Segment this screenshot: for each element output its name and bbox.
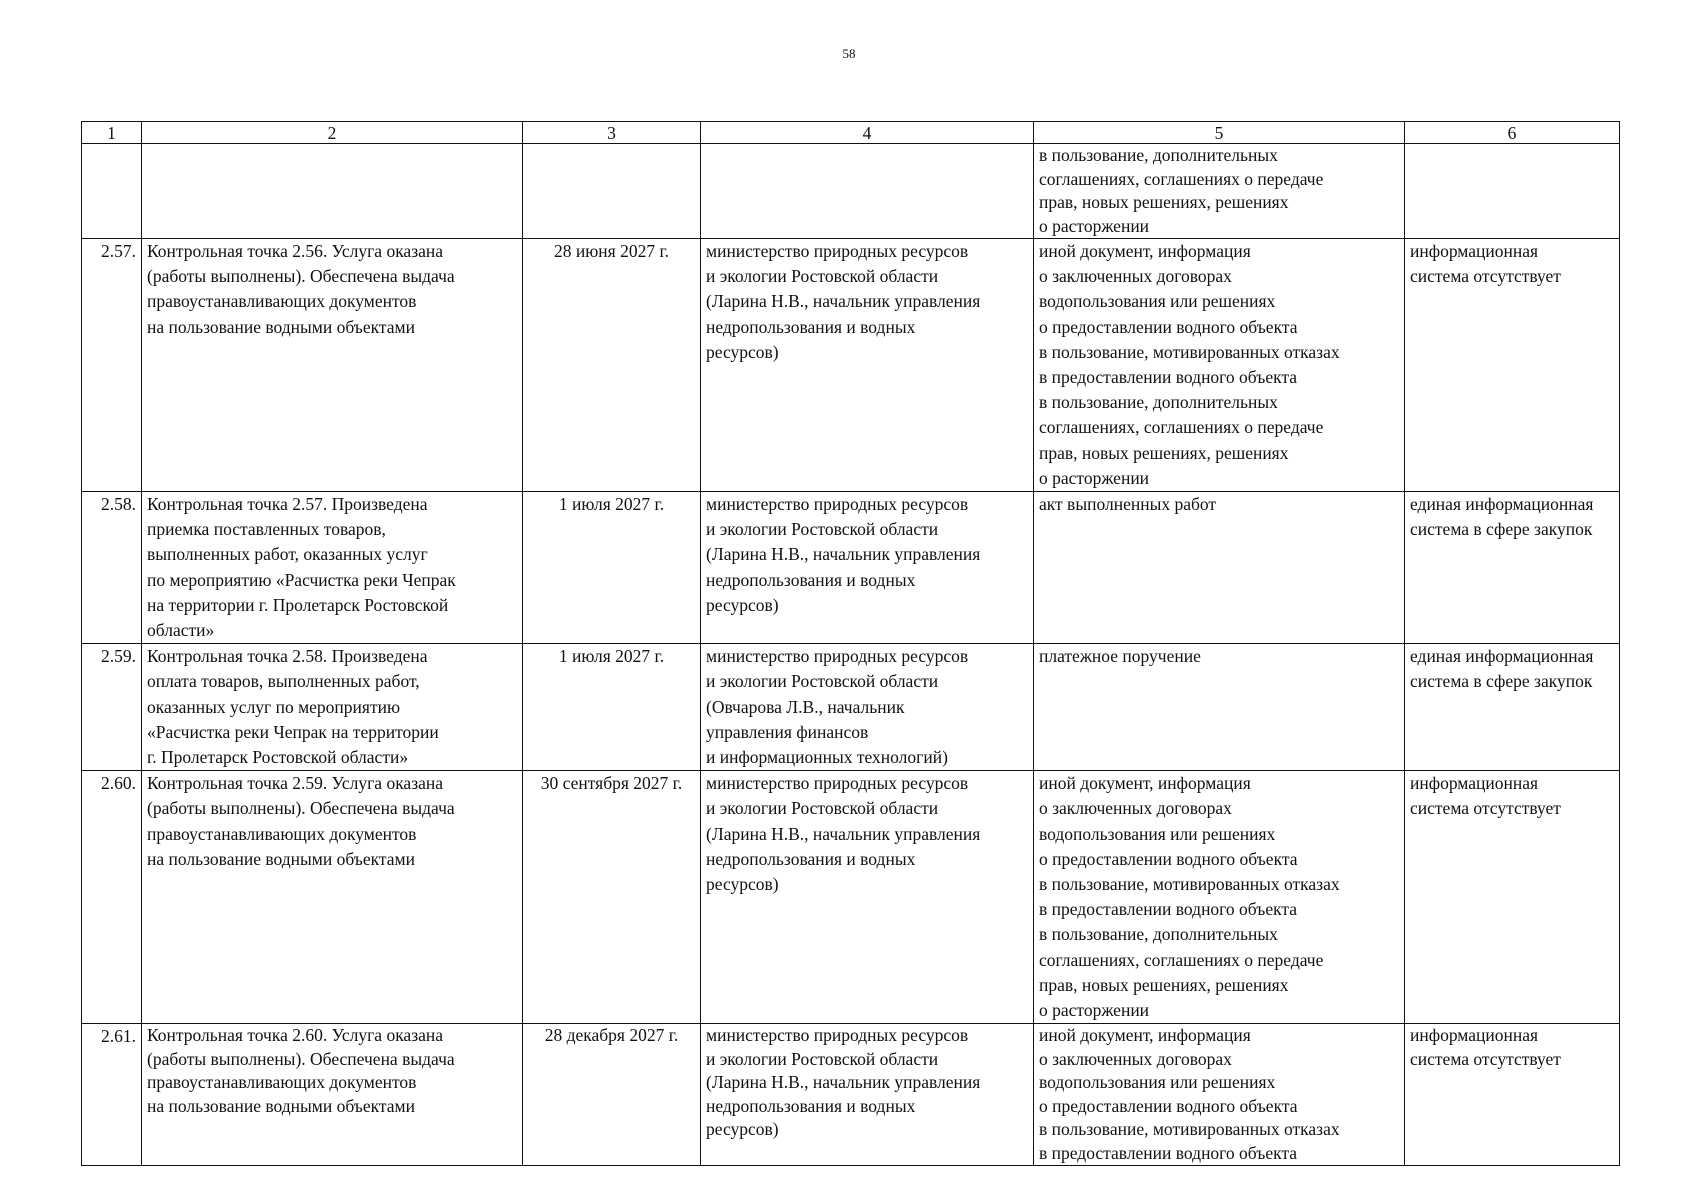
column-header: 5 <box>1034 122 1405 144</box>
cell-text-line: правоустанавливающих документов <box>147 823 417 844</box>
cell-text-line: ресурсов) <box>706 594 779 615</box>
cell-text-line: приемка поставленных товаров, <box>147 519 386 540</box>
cell-text-line: г. Пролетарск Ростовской области» <box>147 747 409 768</box>
table-row <box>82 144 1620 239</box>
cell-text-line: выполненных работ, оказанных услуг <box>147 544 428 565</box>
control-point-cell <box>142 144 523 239</box>
cell-text-line: акт выполненных работ <box>1039 494 1217 515</box>
cell-text-line: единая информационная <box>1410 646 1594 667</box>
control-point-cell <box>142 771 523 1024</box>
cell-text-line: прав, новых решениях, решениях <box>1039 192 1289 212</box>
row-number: 2.60. <box>82 771 142 1024</box>
cell-text-line: о заключенных договорах <box>1039 266 1232 287</box>
information-system-cell <box>1405 239 1620 492</box>
responsible-cell <box>701 144 1034 239</box>
cell-text-line: прав, новых решениях, решениях <box>1039 974 1289 995</box>
cell-text-line: в пользование, мотивированных отказах <box>1039 341 1340 362</box>
cell-text-line: (работы выполнены). Обеспечена выдача <box>147 266 455 287</box>
cell-text-line: о заключенных договорах <box>1039 1048 1232 1069</box>
row-number: 2.59. <box>82 644 142 771</box>
cell-text-line: по мероприятию «Расчистка реки Чепрак <box>147 569 456 590</box>
column-header: 2 <box>142 122 523 144</box>
cell-text-line: единая информационная <box>1410 494 1594 515</box>
column-header: 1 <box>82 122 142 144</box>
cell-text-line: ресурсов) <box>706 874 779 895</box>
document-cell <box>1034 239 1405 492</box>
cell-text-line: недропользования и водных <box>706 1095 916 1116</box>
information-system-cell <box>1405 1024 1620 1166</box>
deadline-cell: 28 июня 2027 г. <box>523 239 701 492</box>
document-cell <box>1034 492 1405 644</box>
cell-text-line: (Ларина Н.В., начальник управления <box>706 823 981 844</box>
table-row <box>82 492 1620 644</box>
cell-text-line: оплата товаров, выполненных работ, <box>147 671 420 692</box>
cell-text-line: ресурсов) <box>706 341 779 362</box>
cell-text-line: (Ларина Н.В., начальник управления <box>706 544 981 565</box>
cell-text-line: министерство природных ресурсов <box>706 646 969 667</box>
cell-text-line: оказанных услуг по мероприятию <box>147 696 401 717</box>
row-number: 2.58. <box>82 492 142 644</box>
control-points-table <box>81 121 1620 1166</box>
cell-text-line: и экологии Ростовской области <box>706 798 939 819</box>
cell-text-line: (Ларина Н.В., начальник управления <box>706 291 981 312</box>
cell-text-line: соглашениях, соглашениях о передаче <box>1039 417 1324 438</box>
responsible-cell <box>701 1024 1034 1166</box>
cell-text-line: система в сфере закупок <box>1410 671 1593 692</box>
cell-text-line: прав, новых решениях, решениях <box>1039 442 1289 463</box>
cell-text-line: о расторжении <box>1039 215 1150 236</box>
cell-text-line: система отсутствует <box>1410 798 1561 819</box>
document-cell <box>1034 1024 1405 1166</box>
control-point-cell <box>142 492 523 644</box>
cell-text-line: правоустанавливающих документов <box>147 1072 417 1093</box>
cell-text-line: информационная <box>1410 1025 1539 1046</box>
cell-text-line: в пользование, мотивированных отказах <box>1039 874 1340 895</box>
page-number: 58 <box>842 46 856 61</box>
cell-text-line: в пользование, дополнительных <box>1039 924 1278 945</box>
cell-text-line: правоустанавливающих документов <box>147 291 417 312</box>
table-row <box>82 1024 1620 1166</box>
cell-text-line: недропользования и водных <box>706 316 916 337</box>
cell-text-line: о расторжении <box>1039 1000 1150 1021</box>
cell-text-line: ресурсов) <box>706 1119 779 1140</box>
deadline-cell: 1 июля 2027 г. <box>523 492 701 644</box>
information-system-cell <box>1405 771 1620 1024</box>
cell-text-line: о предоставлении водного объекта <box>1039 1095 1298 1116</box>
cell-text-line: «Расчистка реки Чепрак на территории <box>147 721 439 742</box>
cell-text-line: Контрольная точка 2.59. Услуга оказана <box>147 773 444 794</box>
cell-text-line: и экологии Ростовской области <box>706 671 939 692</box>
cell-text-line: Контрольная точка 2.60. Услуга оказана <box>147 1025 444 1046</box>
responsible-cell <box>701 644 1034 771</box>
cell-text-line: соглашениях, соглашениях о передаче <box>1039 949 1324 970</box>
cell-text-line: водопользования или решениях <box>1039 291 1276 312</box>
deadline-cell <box>523 144 701 239</box>
responsible-cell <box>701 239 1034 492</box>
cell-text-line: в предоставлении водного объекта <box>1039 899 1297 920</box>
cell-text-line: на пользование водными объектами <box>147 316 415 337</box>
responsible-cell <box>701 771 1034 1024</box>
table-row <box>82 239 1620 492</box>
cell-text-line: министерство природных ресурсов <box>706 241 969 261</box>
cell-text-line: о расторжении <box>1039 467 1150 488</box>
cell-text-line: иной документ, информация <box>1039 1025 1251 1046</box>
cell-text-line: управления финансов <box>706 721 869 742</box>
cell-text-line: министерство природных ресурсов <box>706 773 969 794</box>
cell-text-line: в пользование, дополнительных <box>1039 392 1278 413</box>
cell-text-line: (работы выполнены). Обеспечена выдача <box>147 1048 455 1069</box>
cell-text-line: министерство природных ресурсов <box>706 1025 969 1046</box>
cell-text-line: в предоставлении водного объекта <box>1039 1142 1297 1163</box>
cell-text-line: (работы выполнены). Обеспечена выдача <box>147 798 455 819</box>
cell-text-line: области» <box>147 620 215 641</box>
document-cell <box>1034 771 1405 1024</box>
table-row <box>82 771 1620 1024</box>
cell-text-line: на территории г. Пролетарск Ростовской <box>147 594 449 615</box>
row-number: 2.57. <box>82 239 142 492</box>
cell-text-line: и информационных технологий) <box>706 747 948 768</box>
cell-text-line: недропользования и водных <box>706 569 916 590</box>
document-cell <box>1034 644 1405 771</box>
cell-text-line: и экологии Ростовской области <box>706 266 939 287</box>
cell-text-line: недропользования и водных <box>706 848 916 869</box>
responsible-cell <box>701 492 1034 644</box>
cell-text-line: система в сфере закупок <box>1410 519 1593 540</box>
cell-text-line: о предоставлении водного объекта <box>1039 848 1298 869</box>
cell-text-line: Контрольная точка 2.56. Услуга оказана <box>147 241 444 261</box>
cell-text-line: и экологии Ростовской области <box>706 519 939 540</box>
information-system-cell <box>1405 644 1620 771</box>
control-point-cell <box>142 644 523 771</box>
control-point-cell <box>142 1024 523 1166</box>
cell-text-line: о предоставлении водного объекта <box>1039 316 1298 337</box>
deadline-cell: 1 июля 2027 г. <box>523 644 701 771</box>
control-point-cell <box>142 239 523 492</box>
cell-text-line: Контрольная точка 2.58. Произведена <box>147 646 428 667</box>
cell-text-line: о заключенных договорах <box>1039 798 1232 819</box>
column-header: 3 <box>523 122 701 144</box>
cell-text-line: система отсутствует <box>1410 266 1561 287</box>
row-number <box>82 144 142 239</box>
table-row <box>82 644 1620 771</box>
cell-text-line: система отсутствует <box>1410 1048 1561 1069</box>
cell-text-line: (Овчарова Л.В., начальник <box>706 696 905 717</box>
cell-text-line: министерство природных ресурсов <box>706 494 969 515</box>
cell-text-line: в пользование, мотивированных отказах <box>1039 1119 1340 1140</box>
document-cell <box>1034 144 1405 239</box>
column-header: 4 <box>701 122 1034 144</box>
deadline-cell: 28 декабря 2027 г. <box>523 1024 701 1166</box>
cell-text-line: информационная <box>1410 241 1539 261</box>
cell-text-line: водопользования или решениях <box>1039 1072 1276 1093</box>
cell-text-line: водопользования или решениях <box>1039 823 1276 844</box>
cell-text-line: соглашениях, соглашениях о передаче <box>1039 168 1324 189</box>
cell-text-line: иной документ, информация <box>1039 773 1251 794</box>
cell-text-line: в пользование, дополнительных <box>1039 145 1278 165</box>
cell-text-line: (Ларина Н.В., начальник управления <box>706 1072 981 1093</box>
cell-text-line: на пользование водными объектами <box>147 848 415 869</box>
column-header: 6 <box>1405 122 1620 144</box>
information-system-cell <box>1405 144 1620 239</box>
cell-text-line: платежное поручение <box>1039 646 1201 667</box>
cell-text-line: иной документ, информация <box>1039 241 1251 261</box>
cell-text-line: на пользование водными объектами <box>147 1095 415 1116</box>
deadline-cell: 30 сентября 2027 г. <box>523 771 701 1024</box>
table-header-row <box>82 122 1620 144</box>
cell-text-line: Контрольная точка 2.57. Произведена <box>147 494 428 515</box>
cell-text-line: в предоставлении водного объекта <box>1039 367 1297 388</box>
information-system-cell <box>1405 492 1620 644</box>
row-number: 2.61. <box>82 1024 142 1166</box>
cell-text-line: информационная <box>1410 773 1539 794</box>
cell-text-line: и экологии Ростовской области <box>706 1048 939 1069</box>
